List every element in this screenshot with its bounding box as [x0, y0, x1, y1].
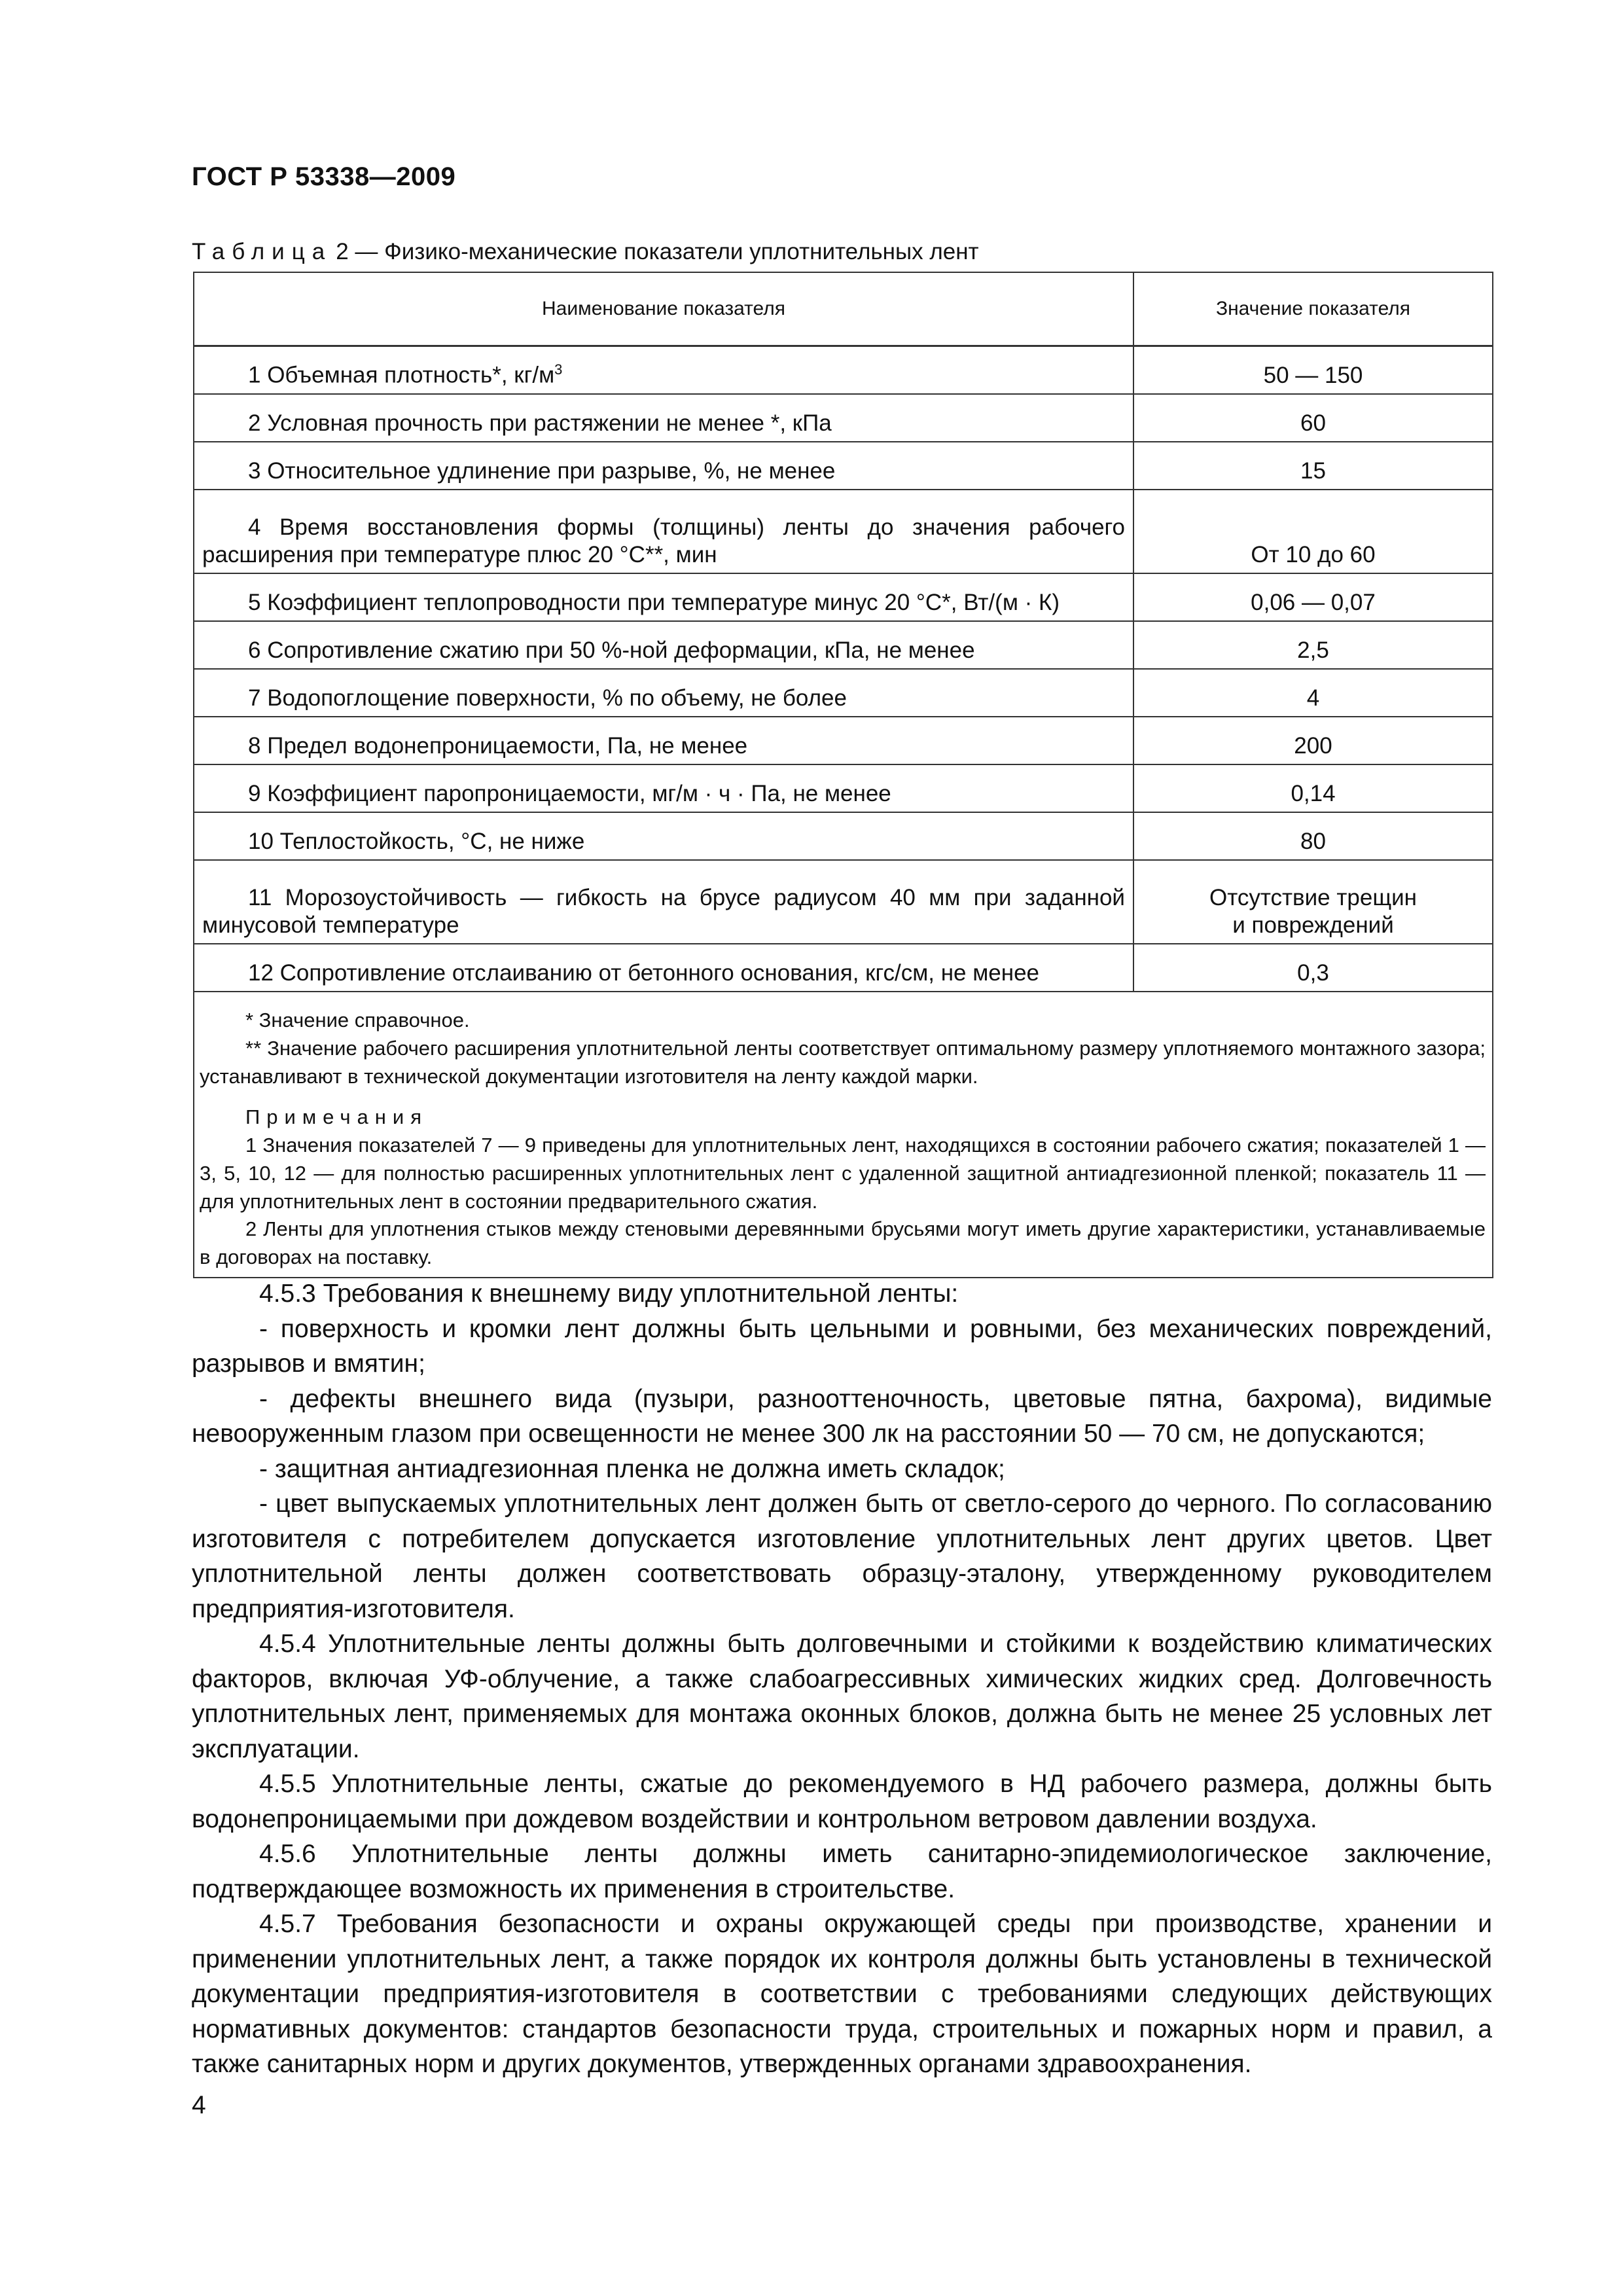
row-name-8: 8 Предел водонепроницаемости, Па, не менее	[194, 717, 1133, 764]
table-row	[194, 346, 1493, 395]
notes-heading: Примечания	[245, 1105, 428, 1129]
row-value-3: 15	[1133, 442, 1493, 490]
note-1: 1 Значения показателей 7 — 9 приведены для уплотнительных лент, находящихся в состоянии рабочего сжатия; показателей 1 — 3, 5, 10, 12 — для полностью расширенных уплотнительных лент с удаленной защитной антиадгезионной пленкой; показатель 11 — для уплотнительных лент в состоянии предварительного сжатия.	[200, 1134, 1486, 1213]
table-row	[194, 621, 1493, 669]
table-caption-prefix: Таблица	[192, 239, 332, 264]
properties-table	[193, 272, 1493, 1278]
table-caption-title: 2 — Физико-механические показатели уплотнительных лент	[336, 239, 979, 264]
row-value-7: 4	[1133, 669, 1493, 717]
row-name-1-superscript: 3	[554, 361, 563, 378]
table-row	[194, 394, 1493, 442]
row-name-11: 11 Морозоустойчивость — гибкость на брусе радиусом 40 мм при заданной минусовой температуре	[194, 860, 1133, 944]
row-name-10: 10 Теплостойкость, °С, не ниже	[194, 812, 1133, 860]
document-header: ГОСТ Р 53338—2009	[192, 162, 456, 191]
list-item-film: - защитная антиадгезионная пленка не должна иметь складок;	[259, 1454, 1005, 1483]
paragraph-4-5-4: 4.5.4 Уплотнительные ленты должны быть долговечными и стойкими к воздействию климатических факторов, включая УФ-облучение, а также слабоагрессивных химических жидких сред. Долговечность уплотнительных лент, применяемых для монтажа оконных блоков, должна быть не менее 25 условных лет эксплуатации.	[192, 1630, 1492, 1763]
row-value-11-line1: Отсутствие трещин	[1209, 885, 1417, 910]
row-value-9: 0,14	[1133, 764, 1493, 812]
table-row	[194, 442, 1493, 490]
row-value-11-line2: и повреждений	[1232, 912, 1394, 938]
column-header-name: Наименование показателя	[194, 272, 1133, 346]
table-row	[194, 717, 1493, 764]
row-name-9: 9 Коэффициент паропроницаемости, мг/м · ч · Па, не менее	[194, 764, 1133, 812]
row-name-2: 2 Условная прочность при растяжении не менее *, кПа	[194, 394, 1133, 442]
row-value-5: 0,06 — 0,07	[1133, 573, 1493, 621]
row-value-11	[1133, 860, 1493, 944]
row-value-2: 60	[1133, 394, 1493, 442]
row-name-3: 3 Относительное удлинение при разрыве, %, не менее	[194, 442, 1133, 490]
row-name-5: 5 Коэффициент теплопроводности при температуре минус 20 °С*, Вт/(м · К)	[194, 573, 1133, 621]
table-header-row	[194, 272, 1493, 346]
table-row	[194, 764, 1493, 812]
table-row	[194, 573, 1493, 621]
paragraph-4-5-5: 4.5.5 Уплотнительные ленты, сжатые до рекомендуемого в НД рабочего размера, должны быть водонепроницаемыми при дождевом воздействии и контрольном ветровом давлении воздуха.	[192, 1770, 1492, 1833]
paragraph-4-5-6: 4.5.6 Уплотнительные ленты должны иметь санитарно-эпидемиологическое заключение, подтверждающее возможность их применения в строительстве.	[192, 1840, 1492, 1903]
list-item-color: - цвет выпускаемых уплотнительных лент должен быть от светло-серого до черного. По согласованию изготовителя с потребителем допускается изготовление уплотнительных лент других цветов. Цвет уплотнительной ленты должен соответствовать образцу-эталону, утвержденному руководителем предприятия-изготовителя.	[192, 1490, 1492, 1623]
page-number: 4	[192, 2091, 206, 2119]
table-row	[194, 669, 1493, 717]
table-footer-row	[194, 992, 1493, 1278]
table-caption	[192, 239, 979, 265]
row-value-4: От 10 до 60	[1133, 490, 1493, 573]
row-value-1: 50 — 150	[1133, 346, 1493, 395]
table-row	[194, 944, 1493, 992]
row-value-10: 80	[1133, 812, 1493, 860]
row-value-6: 2,5	[1133, 621, 1493, 669]
paragraph-4-5-7: 4.5.7 Требования безопасности и охраны окружающей среды при производстве, хранении и применении уплотнительных лент, а также порядок их контроля должны быть установлены в технической документации предприятия-изготовителя в соответствии с требованиями следующих действующих нормативных документов: стандартов безопасности труда, строительных и пожарных норм и правил, а также санитарных норм и других документов, утвержденных органами здравоохранения.	[192, 1910, 1492, 2078]
row-value-12: 0,3	[1133, 944, 1493, 992]
paragraph-4-5-3: 4.5.3 Требования к внешнему виду уплотнительной ленты:	[259, 1280, 959, 1308]
row-value-8: 200	[1133, 717, 1493, 764]
table-footnotes	[194, 992, 1493, 1278]
row-name-1	[194, 346, 1133, 395]
row-name-12: 12 Сопротивление отслаиванию от бетонного основания, кгс/см, не менее	[194, 944, 1133, 992]
table-row	[194, 490, 1493, 573]
table-row	[194, 860, 1493, 944]
table-row	[194, 812, 1493, 860]
body-text	[192, 1276, 1492, 2082]
footnote-1: * Значение справочное.	[245, 1009, 470, 1031]
column-header-value: Значение показателя	[1133, 272, 1493, 346]
row-name-6: 6 Сопротивление сжатию при 50 %-ной деформации, кПа, не менее	[194, 621, 1133, 669]
footnote-2: ** Значение рабочего расширения уплотнительной ленты соответствует оптимальному размеру уплотняемого монтажного зазора; устанавливают в технической документации изготовителя на ленту каждой марки.	[200, 1036, 1486, 1088]
list-item-defects: - дефекты внешнего вида (пузыри, разнооттеночность, цветовые пятна, бахрома), видимые невооруженным глазом при освещенности не менее 300 лк на расстоянии 50 — 70 см, не допускаются;	[192, 1384, 1492, 1448]
row-name-1-text: 1 Объемная плотность*, кг/м	[248, 363, 555, 388]
row-name-7: 7 Водопоглощение поверхности, % по объему, не более	[194, 669, 1133, 717]
list-item-surface: - поверхность и кромки лент должны быть цельными и ровными, без механических повреждений, разрывов и вмятин;	[192, 1314, 1492, 1378]
note-2: 2 Ленты для уплотнения стыков между стеновыми деревянными брусьями могут иметь другие характеристики, устанавливаемые в договорах на поставку.	[200, 1217, 1486, 1269]
row-name-4: 4 Время восстановления формы (толщины) ленты до значения рабочего расширения при температуре плюс 20 °С**, мин	[194, 490, 1133, 573]
